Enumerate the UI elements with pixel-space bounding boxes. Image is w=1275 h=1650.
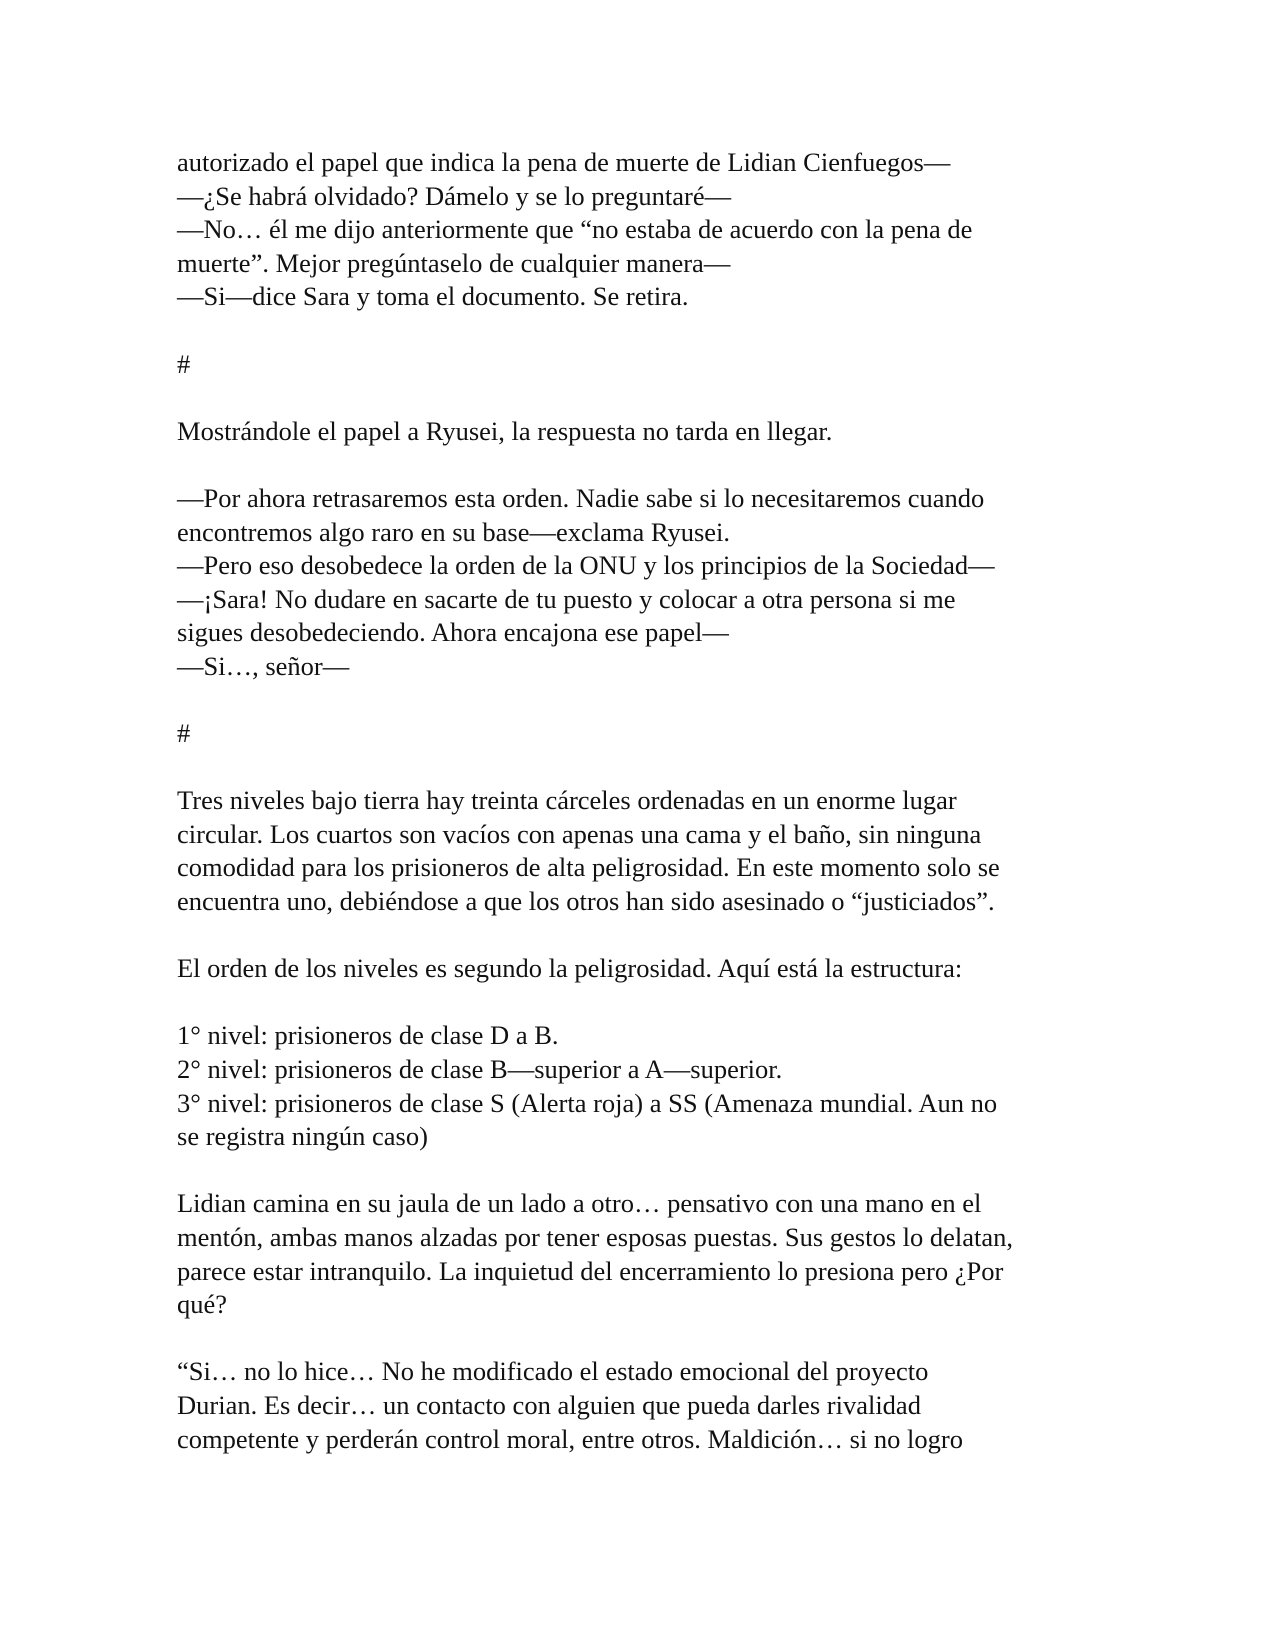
text-line: Tres niveles bajo tierra hay treinta cárceles ordenadas en un enorme lugar: [177, 785, 957, 816]
text-line: —Pero eso desobedece la orden de la ONU y los principios de la Sociedad—: [177, 550, 995, 581]
text-line: —¡Sara! No dudare en sacarte de tu puesto y colocar a otra persona si me: [177, 583, 956, 614]
list-item: 2° nivel: prisioneros de clase B—superior a A—superior.: [177, 1054, 783, 1085]
section-break: #: [177, 348, 191, 379]
text-line: “Si… no lo hice… No he modificado el estado emocional del proyecto: [177, 1356, 929, 1387]
text-line: parece estar intranquilo. La inquietud del encerramiento lo presiona pero ¿Por: [177, 1255, 1004, 1286]
text-line: circular. Los cuartos son vacíos con apenas una cama y el baño, sin ninguna: [177, 818, 982, 849]
text-line: encontremos algo raro en su base—exclama Ryusei.: [177, 516, 731, 547]
text-line: —No… él me dijo anteriormente que “no estaba de acuerdo con la pena de: [177, 214, 973, 245]
blank-line: [177, 381, 1107, 415]
text-line: —Si—dice Sara y toma el documento. Se retira.: [177, 281, 689, 312]
text-line: autorizado el papel que indica la pena de muerte de Lidian Cienfuegos—: [177, 147, 951, 177]
blank-line: [177, 751, 1107, 785]
text-line: El orden de los niveles es segundo la peligrosidad. Aquí está la estructura:: [177, 953, 963, 984]
blank-line: [177, 1154, 1107, 1188]
blank-line: [177, 314, 1107, 348]
text-line: encuentra uno, debiéndose a que los otros han sido asesinado o “justiciados”.: [177, 886, 995, 917]
text-line: —¿Se habrá olvidado? Dámelo y se lo preguntaré—: [177, 180, 732, 211]
text-line: muerte”. Mejor pregúntaselo de cualquier manera—: [177, 247, 731, 278]
text-line: qué?: [177, 1289, 228, 1320]
text-line: competente y perderán control moral, entre otros. Maldición… si no logro: [177, 1423, 963, 1454]
blank-line: [177, 986, 1107, 1020]
blank-line: [177, 919, 1107, 953]
text-line: mentón, ambas manos alzadas por tener esposas puestas. Sus gestos lo delatan,: [177, 1222, 1014, 1252]
text-line: Durian. Es decir… un contacto con alguien que pueda darles rivalidad: [177, 1389, 921, 1420]
list-item: 3° nivel: prisioneros de clase S (Alerta roja) a SS (Amenaza mundial. Aun no: [177, 1087, 998, 1118]
text-line: Lidian camina en su jaula de un lado a otro… pensativo con una mano en el: [177, 1188, 982, 1219]
text-line: —Por ahora retrasaremos esta orden. Nadie sabe si lo necesitaremos cuando: [177, 482, 985, 513]
text-line: se registra ningún caso): [177, 1121, 428, 1152]
text-line: sigues desobedeciendo. Ahora encajona ese papel—: [177, 617, 729, 648]
blank-line: [177, 684, 1107, 718]
blank-line: [177, 448, 1107, 482]
text-line: —Si…, señor—: [177, 650, 350, 681]
blank-line: [177, 1322, 1107, 1356]
section-break: #: [177, 718, 191, 749]
list-item: 1° nivel: prisioneros de clase D a B.: [177, 1020, 559, 1051]
text-line: Mostrándole el papel a Ryusei, la respuesta no tarda en llegar.: [177, 415, 833, 446]
text-line: comodidad para los prisioneros de alta peligrosidad. En este momento solo se: [177, 852, 1000, 883]
body-text: [177, 146, 1107, 1456]
